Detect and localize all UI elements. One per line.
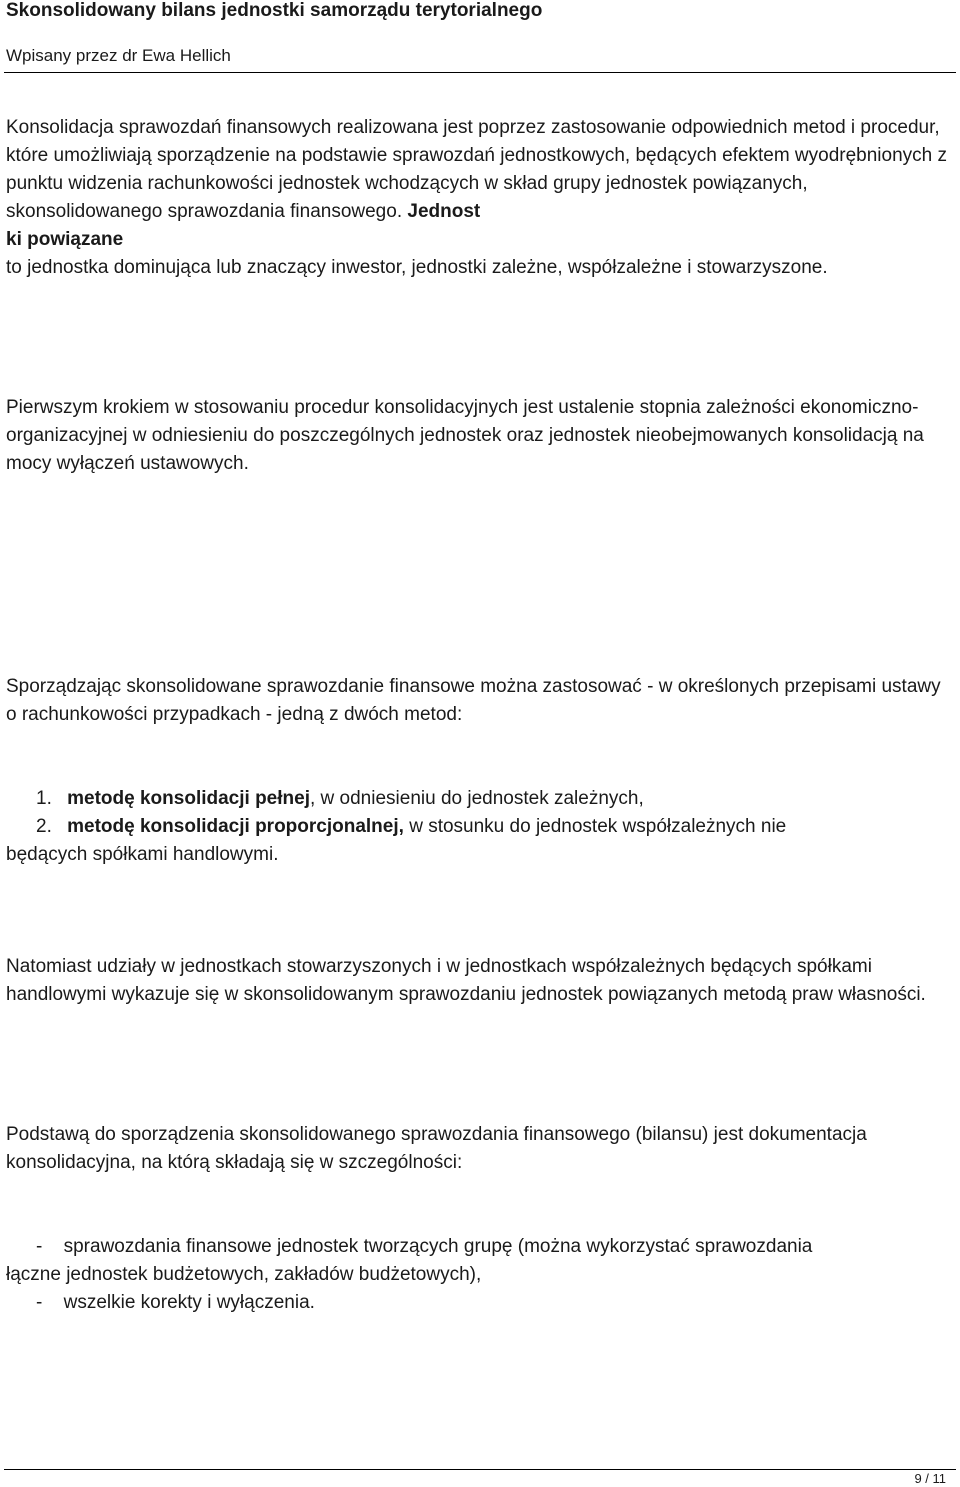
method-name: metodę konsolidacji pełnej <box>67 788 310 809</box>
paragraph-first-step: Pierwszym krokiem w stosowaniu procedur konsolidacyjnych jest ustalenie stopnia zależności ekonomiczno-organizacyjnej w odniesieniu do poszczególnych jednostek oraz jednostek nieobejmowanych konsolidacją na mocy wyłączeń ustawowych. <box>6 397 924 474</box>
dash-item-text: wszelkie korekty i wyłączenia. <box>63 1292 315 1313</box>
list-item-method-1 <box>36 785 644 813</box>
method-name: metodę konsolidacji proporcjonalnej, <box>67 816 404 837</box>
list-number: 2. <box>36 816 52 837</box>
dash-item-2 <box>36 1289 315 1317</box>
list-number: 1. <box>36 788 52 809</box>
document-author: Wpisany przez dr Ewa Hellich <box>6 46 231 65</box>
method-description: , w odniesieniu do jednostek zależnych, <box>309 788 644 809</box>
list-item-method-2 <box>36 813 786 841</box>
dash-marker: - <box>36 1292 43 1313</box>
document-title: Skonsolidowany bilans jednostki samorządu terytorialnego <box>6 0 543 21</box>
method-description: w stosunku do jednostek współzależnych nie <box>403 816 787 837</box>
footer-divider <box>4 1469 956 1470</box>
paragraph-methods-intro: Sporządzając skonsolidowane sprawozdanie finansowe można zastosować - w określonych przepisami ustawy o rachunkowości przypadkach - jedną z dwóch metod: <box>6 676 941 725</box>
paragraph-text: to jednostka dominująca lub znaczący inwestor, jednostki zależne, współzależne i stowarzyszone. <box>6 257 828 278</box>
dash-item-1 <box>36 1233 812 1261</box>
bold-term-continued: ki powiązane <box>6 229 124 250</box>
list-item-method-2-continued: będących spółkami handlowymi. <box>6 844 279 865</box>
paragraph-text: Konsolidacja sprawozdań finansowych realizowana jest poprzez zastosowanie odpowiednich metod i procedur, które umożliwiają sporządzenie na podstawie sprawozdań jednostkowych, będących efektem wyodrębnionych z punktu widzenia rachunkowości jednostek wchodzących w skład grupy jednostek powiązanych, skonsolidowanego sprawozdania finansowego. <box>6 117 948 222</box>
paragraph-equity-method: Natomiast udziały w jednostkach stowarzyszonych i w jednostkach współzależnych będących spółkami handlowymi wykazuje się w skonsolidowanym sprawozdaniu jednostek powiązanych metodą praw własności. <box>6 956 926 1005</box>
dash-item-text: sprawozdania finansowe jednostek tworzących grupę (można wykorzystać sprawozdania <box>63 1236 813 1257</box>
paragraph-consolidation <box>6 114 956 282</box>
header-divider <box>4 72 956 73</box>
paragraph-documentation: Podstawą do sporządzenia skonsolidowanego sprawozdania finansowego (bilansu) jest dokumentacja konsolidacyjna, na którą składają się w szczególności: <box>6 1124 867 1173</box>
page-number: 9 / 11 <box>914 1471 946 1486</box>
dash-item-1-continued: łączne jednostek budżetowych, zakładów budżetowych), <box>6 1264 482 1285</box>
dash-marker: - <box>36 1236 43 1257</box>
bold-term: Jednost <box>407 201 481 222</box>
